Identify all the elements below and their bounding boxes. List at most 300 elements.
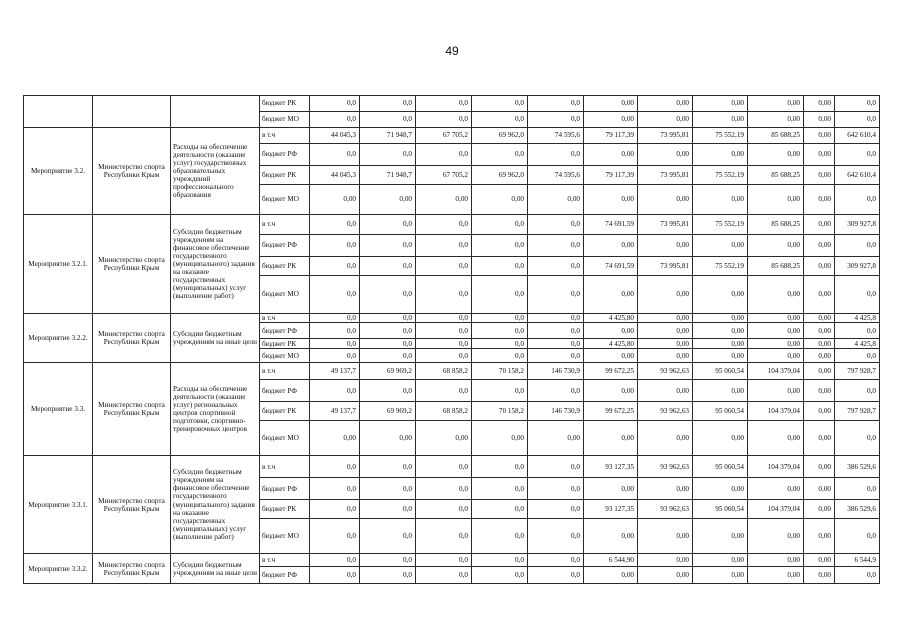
value-cell: 0,00 — [804, 339, 835, 349]
value-cell: 0,0 — [310, 257, 360, 276]
value-cell: 0,00 — [748, 421, 804, 456]
budget-table — [23, 95, 880, 584]
value-cell: 0,0 — [310, 519, 360, 554]
value-cell: 0,00 — [584, 323, 638, 339]
value-cell: 0,00 — [638, 339, 693, 349]
value-cell: 0,0 — [360, 144, 416, 166]
value-cell: 0,00 — [638, 349, 693, 363]
value-cell: 0,0 — [472, 235, 528, 257]
funding-source-cell: в т.ч — [260, 456, 310, 478]
value-cell: 0,00 — [804, 215, 835, 235]
value-cell: 0,0 — [835, 380, 880, 402]
value-cell: 0,00 — [693, 380, 748, 402]
value-cell: 0,00 — [472, 421, 528, 456]
value-cell: 73 995,81 — [638, 257, 693, 276]
value-cell: 0,00 — [748, 235, 804, 257]
value-cell: 0,00 — [804, 323, 835, 339]
value-cell: 642 610,4 — [835, 166, 880, 185]
value-cell: 104 379,04 — [748, 363, 804, 380]
value-cell: 0,00 — [472, 185, 528, 215]
value-cell: 0,0 — [528, 323, 584, 339]
value-cell: 4 425,80 — [584, 314, 638, 323]
value-cell: 0,00 — [310, 421, 360, 456]
value-cell: 0,00 — [638, 380, 693, 402]
value-cell: 0,0 — [528, 339, 584, 349]
funding-source-cell: бюджет РФ — [260, 144, 310, 166]
value-cell: 0,00 — [693, 421, 748, 456]
value-cell: 75 552,19 — [693, 166, 748, 185]
value-cell: 0,00 — [693, 276, 748, 314]
value-cell: 0,00 — [638, 421, 693, 456]
value-cell: 0,0 — [528, 144, 584, 166]
value-cell: 0,00 — [584, 478, 638, 500]
value-cell: 0,00 — [804, 402, 835, 421]
value-cell: 85 688,25 — [748, 215, 804, 235]
value-cell: 73 995,81 — [638, 128, 693, 144]
value-cell: 0,0 — [310, 96, 360, 112]
description-cell: Расходы на обеспечение деятельности (оказание услуг) региональных центров спортивной подготовки, спортивно-тренировочных центров — [171, 363, 260, 456]
value-cell: 797 928,7 — [835, 402, 880, 421]
value-cell: 85 688,25 — [748, 166, 804, 185]
funding-source-cell: бюджет МО — [260, 349, 310, 363]
value-cell: 4 425,80 — [584, 339, 638, 349]
value-cell: 0,0 — [835, 519, 880, 554]
executor-cell: Министерство спорта Республики Крым — [93, 363, 171, 456]
value-cell: 0,0 — [472, 215, 528, 235]
value-cell: 0,00 — [748, 380, 804, 402]
value-cell: 0,0 — [310, 380, 360, 402]
value-cell: 0,00 — [804, 314, 835, 323]
value-cell: 0,00 — [748, 519, 804, 554]
value-cell: 0,0 — [835, 96, 880, 112]
table-row — [24, 96, 880, 112]
value-cell: 0,00 — [638, 235, 693, 257]
value-cell: 642 610,4 — [835, 128, 880, 144]
value-cell: 0,00 — [804, 166, 835, 185]
executor-cell: Министерство спорта Республики Крым — [93, 456, 171, 554]
value-cell: 0,0 — [472, 112, 528, 128]
description-cell: Субсидии бюджетным учреждениям на финансовое обеспечение государственного (муниципального) задания на оказание государственных (муниципальных) услуг (выполнение работ) — [171, 215, 260, 314]
value-cell: 0,0 — [416, 478, 472, 500]
value-cell: 0,00 — [638, 144, 693, 166]
value-cell: 0,00 — [804, 128, 835, 144]
value-cell: 0,0 — [360, 456, 416, 478]
description-cell — [171, 96, 260, 128]
value-cell: 0,0 — [416, 276, 472, 314]
value-cell: 0,00 — [638, 478, 693, 500]
value-cell: 0,0 — [360, 349, 416, 363]
value-cell: 0,0 — [472, 567, 528, 584]
value-cell: 104 379,04 — [748, 500, 804, 519]
value-cell: 0,00 — [416, 185, 472, 215]
value-cell: 0,0 — [528, 567, 584, 584]
value-cell: 6 544,90 — [584, 554, 638, 567]
value-cell: 0,0 — [416, 500, 472, 519]
value-cell: 0,0 — [835, 276, 880, 314]
value-cell: 0,00 — [804, 519, 835, 554]
value-cell: 0,00 — [638, 314, 693, 323]
value-cell: 0,0 — [310, 314, 360, 323]
value-cell: 0,00 — [693, 339, 748, 349]
value-cell: 75 552,19 — [693, 215, 748, 235]
table-row — [24, 363, 880, 380]
value-cell: 0,0 — [472, 456, 528, 478]
value-cell: 79 117,39 — [584, 128, 638, 144]
value-cell: 0,00 — [748, 96, 804, 112]
value-cell: 0,00 — [804, 96, 835, 112]
value-cell: 0,0 — [360, 554, 416, 567]
value-cell: 0,0 — [360, 235, 416, 257]
value-cell: 0,00 — [584, 567, 638, 584]
value-cell: 0,0 — [360, 500, 416, 519]
value-cell: 0,00 — [693, 112, 748, 128]
value-cell: 79 117,39 — [584, 166, 638, 185]
funding-source-cell: бюджет РК — [260, 402, 310, 421]
value-cell: 0,00 — [584, 380, 638, 402]
value-cell: 104 379,04 — [748, 402, 804, 421]
value-cell: 69 962,0 — [472, 128, 528, 144]
measure-cell: Мероприятие 3.2.2. — [24, 314, 93, 363]
value-cell: 309 927,8 — [835, 215, 880, 235]
funding-source-cell: в т.ч — [260, 554, 310, 567]
value-cell: 0,0 — [310, 339, 360, 349]
value-cell: 0,0 — [472, 380, 528, 402]
funding-source-cell: бюджет МО — [260, 185, 310, 215]
value-cell: 0,0 — [310, 554, 360, 567]
value-cell: 0,00 — [416, 421, 472, 456]
value-cell: 0,0 — [528, 257, 584, 276]
value-cell: 0,00 — [638, 96, 693, 112]
value-cell: 69 969,2 — [360, 363, 416, 380]
value-cell: 4 425,8 — [835, 339, 880, 349]
value-cell: 0,00 — [804, 421, 835, 456]
executor-cell: Министерство спорта Республики Крым — [93, 128, 171, 215]
funding-source-cell: бюджет РК — [260, 166, 310, 185]
measure-cell: Мероприятие 3.2. — [24, 128, 93, 215]
value-cell: 95 060,54 — [693, 500, 748, 519]
value-cell: 0,00 — [638, 276, 693, 314]
value-cell: 0,0 — [835, 323, 880, 339]
value-cell: 0,00 — [748, 554, 804, 567]
value-cell: 95 060,54 — [693, 456, 748, 478]
value-cell: 75 552,19 — [693, 257, 748, 276]
value-cell: 0,00 — [748, 567, 804, 584]
value-cell: 0,0 — [310, 144, 360, 166]
value-cell: 104 379,04 — [748, 456, 804, 478]
value-cell: 797 928,7 — [835, 363, 880, 380]
value-cell: 93 962,63 — [638, 500, 693, 519]
value-cell: 0,0 — [360, 276, 416, 314]
value-cell: 6 544,9 — [835, 554, 880, 567]
description-cell: Субсидии бюджетным учреждениям на иные цели — [171, 314, 260, 363]
value-cell: 0,0 — [310, 235, 360, 257]
value-cell: 70 158,2 — [472, 363, 528, 380]
value-cell: 95 060,54 — [693, 402, 748, 421]
funding-source-cell: бюджет РФ — [260, 567, 310, 584]
value-cell: 67 705,2 — [416, 128, 472, 144]
value-cell: 0,00 — [748, 276, 804, 314]
value-cell: 0,0 — [360, 112, 416, 128]
value-cell: 0,0 — [416, 257, 472, 276]
value-cell: 0,0 — [528, 380, 584, 402]
value-cell: 93 962,63 — [638, 456, 693, 478]
value-cell: 0,0 — [360, 314, 416, 323]
value-cell: 0,0 — [416, 314, 472, 323]
value-cell: 0,00 — [638, 554, 693, 567]
value-cell: 0,0 — [472, 478, 528, 500]
value-cell: 68 858,2 — [416, 363, 472, 380]
value-cell: 0,0 — [360, 380, 416, 402]
value-cell: 0,00 — [638, 567, 693, 584]
value-cell: 0,00 — [693, 478, 748, 500]
page-number: 49 — [445, 44, 459, 58]
funding-source-cell: бюджет РФ — [260, 235, 310, 257]
funding-source-cell: бюджет МО — [260, 519, 310, 554]
value-cell: 146 730,9 — [528, 363, 584, 380]
value-cell: 0,0 — [472, 339, 528, 349]
funding-source-cell: бюджет РК — [260, 339, 310, 349]
value-cell: 49 137,7 — [310, 402, 360, 421]
funding-source-cell: в т.ч — [260, 314, 310, 323]
value-cell: 93 962,63 — [638, 402, 693, 421]
value-cell: 69 962,0 — [472, 166, 528, 185]
executor-cell: Министерство спорта Республики Крым — [93, 314, 171, 363]
value-cell: 0,00 — [528, 421, 584, 456]
value-cell: 0,0 — [835, 567, 880, 584]
value-cell: 0,0 — [472, 257, 528, 276]
value-cell: 0,00 — [584, 144, 638, 166]
value-cell: 0,0 — [835, 421, 880, 456]
value-cell: 74 691,59 — [584, 215, 638, 235]
value-cell: 0,00 — [804, 257, 835, 276]
description-cell: Расходы на обеспечение деятельности (оказание услуг) государственных образовательных учреждений профессионального образования — [171, 128, 260, 215]
value-cell: 70 158,2 — [472, 402, 528, 421]
value-cell: 0,0 — [472, 519, 528, 554]
table-row — [24, 554, 880, 567]
value-cell: 0,00 — [804, 112, 835, 128]
funding-source-cell: бюджет РФ — [260, 478, 310, 500]
value-cell: 0,0 — [310, 478, 360, 500]
measure-cell: Мероприятие 3.2.1. — [24, 215, 93, 314]
funding-source-cell: в т.ч — [260, 215, 310, 235]
value-cell: 0,00 — [693, 519, 748, 554]
value-cell: 0,0 — [310, 323, 360, 339]
value-cell: 0,00 — [638, 185, 693, 215]
value-cell: 0,0 — [416, 96, 472, 112]
value-cell: 0,00 — [748, 144, 804, 166]
value-cell: 0,0 — [528, 554, 584, 567]
value-cell: 0,00 — [584, 185, 638, 215]
value-cell: 0,0 — [528, 519, 584, 554]
value-cell: 0,0 — [472, 500, 528, 519]
value-cell: 0,0 — [416, 235, 472, 257]
value-cell: 49 137,7 — [310, 363, 360, 380]
value-cell: 0,0 — [416, 112, 472, 128]
value-cell: 0,00 — [693, 567, 748, 584]
executor-cell: Министерство спорта Республики Крым — [93, 554, 171, 584]
value-cell: 0,00 — [748, 185, 804, 215]
value-cell: 0,00 — [804, 478, 835, 500]
value-cell: 0,00 — [584, 349, 638, 363]
value-cell: 0,00 — [693, 235, 748, 257]
value-cell: 0,00 — [804, 567, 835, 584]
executor-cell — [93, 96, 171, 128]
value-cell: 0,0 — [835, 349, 880, 363]
funding-source-cell: бюджет МО — [260, 421, 310, 456]
value-cell: 0,00 — [310, 185, 360, 215]
value-cell: 93 127,35 — [584, 456, 638, 478]
measure-cell: Мероприятие 3.3.2. — [24, 554, 93, 584]
value-cell: 0,0 — [528, 478, 584, 500]
value-cell: 0,0 — [472, 349, 528, 363]
funding-source-cell: в т.ч — [260, 363, 310, 380]
value-cell: 0,00 — [748, 314, 804, 323]
value-cell: 0,0 — [416, 554, 472, 567]
value-cell: 0,0 — [835, 235, 880, 257]
value-cell: 0,0 — [416, 339, 472, 349]
value-cell: 0,00 — [584, 421, 638, 456]
value-cell: 146 730,9 — [528, 402, 584, 421]
value-cell: 0,00 — [748, 112, 804, 128]
funding-source-cell: бюджет РФ — [260, 323, 310, 339]
value-cell: 0,00 — [693, 144, 748, 166]
funding-source-cell: бюджет РК — [260, 500, 310, 519]
value-cell: 74 595,6 — [528, 128, 584, 144]
measure-cell: Мероприятие 3.3.1. — [24, 456, 93, 554]
funding-source-cell: бюджет МО — [260, 112, 310, 128]
value-cell: 0,00 — [584, 519, 638, 554]
value-cell: 0,0 — [360, 339, 416, 349]
value-cell: 93 127,35 — [584, 500, 638, 519]
value-cell: 71 948,7 — [360, 128, 416, 144]
value-cell: 73 995,81 — [638, 166, 693, 185]
value-cell: 0,00 — [804, 456, 835, 478]
table-row — [24, 314, 880, 323]
value-cell: 0,0 — [528, 314, 584, 323]
executor-cell: Министерство спорта Республики Крым — [93, 215, 171, 314]
value-cell: 0,00 — [584, 235, 638, 257]
funding-source-cell: в т.ч — [260, 128, 310, 144]
value-cell: 75 552,19 — [693, 128, 748, 144]
value-cell: 0,0 — [360, 215, 416, 235]
value-cell: 74 691,59 — [584, 257, 638, 276]
value-cell: 0,00 — [584, 112, 638, 128]
value-cell: 0,0 — [472, 314, 528, 323]
value-cell: 0,0 — [528, 456, 584, 478]
value-cell: 0,00 — [360, 421, 416, 456]
value-cell: 0,0 — [528, 235, 584, 257]
value-cell: 0,00 — [748, 478, 804, 500]
value-cell: 0,00 — [584, 276, 638, 314]
value-cell: 0,00 — [804, 554, 835, 567]
value-cell: 0,0 — [310, 349, 360, 363]
value-cell: 0,00 — [748, 349, 804, 363]
value-cell: 0,00 — [804, 349, 835, 363]
table-row — [24, 128, 880, 144]
value-cell: 44 045,3 — [310, 166, 360, 185]
value-cell: 67 705,2 — [416, 166, 472, 185]
value-cell: 0,0 — [416, 567, 472, 584]
value-cell: 0,00 — [360, 185, 416, 215]
value-cell: 0,00 — [693, 314, 748, 323]
value-cell: 0,0 — [528, 276, 584, 314]
value-cell: 0,0 — [310, 456, 360, 478]
value-cell: 0,0 — [528, 349, 584, 363]
value-cell: 0,0 — [416, 323, 472, 339]
value-cell: 0,0 — [835, 144, 880, 166]
description-cell: Субсидии бюджетным учреждениям на финансовое обеспечение государственного (муниципального) задания на оказание государственных (муниципальных) услуг (выполнение работ) — [171, 456, 260, 554]
value-cell: 0,00 — [638, 112, 693, 128]
value-cell: 93 962,63 — [638, 363, 693, 380]
value-cell: 4 425,8 — [835, 314, 880, 323]
value-cell: 85 688,25 — [748, 128, 804, 144]
value-cell: 73 995,81 — [638, 215, 693, 235]
description-cell: Субсидии бюджетным учреждениям на иные цели — [171, 554, 260, 584]
value-cell: 0,00 — [804, 144, 835, 166]
value-cell: 0,00 — [804, 500, 835, 519]
value-cell: 0,0 — [528, 112, 584, 128]
value-cell: 0,0 — [360, 567, 416, 584]
value-cell: 0,00 — [748, 339, 804, 349]
value-cell: 0,0 — [835, 185, 880, 215]
value-cell: 0,0 — [416, 349, 472, 363]
value-cell: 386 529,6 — [835, 500, 880, 519]
value-cell: 95 060,54 — [693, 363, 748, 380]
value-cell: 0,0 — [310, 500, 360, 519]
value-cell: 0,0 — [360, 478, 416, 500]
value-cell: 0,0 — [528, 96, 584, 112]
value-cell: 309 927,8 — [835, 257, 880, 276]
value-cell: 0,00 — [638, 323, 693, 339]
value-cell: 0,0 — [472, 276, 528, 314]
value-cell: 74 595,6 — [528, 166, 584, 185]
value-cell: 0,00 — [804, 363, 835, 380]
value-cell: 44 045,3 — [310, 128, 360, 144]
value-cell: 0,0 — [360, 257, 416, 276]
measure-cell: Мероприятие 3.3. — [24, 363, 93, 456]
value-cell: 69 969,2 — [360, 402, 416, 421]
value-cell: 0,0 — [416, 215, 472, 235]
value-cell: 0,0 — [835, 112, 880, 128]
value-cell: 99 672,25 — [584, 402, 638, 421]
value-cell: 0,0 — [472, 144, 528, 166]
value-cell: 0,0 — [360, 96, 416, 112]
value-cell: 0,00 — [748, 323, 804, 339]
value-cell: 0,00 — [693, 554, 748, 567]
value-cell: 68 858,2 — [416, 402, 472, 421]
funding-source-cell: бюджет РК — [260, 96, 310, 112]
table-row — [24, 456, 880, 478]
value-cell: 0,00 — [584, 96, 638, 112]
value-cell: 0,00 — [804, 380, 835, 402]
value-cell: 0,00 — [804, 185, 835, 215]
value-cell: 0,0 — [528, 215, 584, 235]
value-cell: 0,0 — [360, 323, 416, 339]
value-cell: 0,0 — [472, 554, 528, 567]
table-row — [24, 215, 880, 235]
value-cell: 0,0 — [360, 519, 416, 554]
value-cell: 0,0 — [310, 112, 360, 128]
funding-source-cell: бюджет МО — [260, 276, 310, 314]
value-cell: 0,0 — [835, 478, 880, 500]
value-cell: 0,00 — [638, 519, 693, 554]
value-cell: 0,00 — [693, 323, 748, 339]
value-cell: 0,0 — [310, 567, 360, 584]
value-cell: 0,00 — [693, 185, 748, 215]
value-cell: 0,00 — [804, 235, 835, 257]
value-cell: 71 948,7 — [360, 166, 416, 185]
value-cell: 0,00 — [693, 96, 748, 112]
